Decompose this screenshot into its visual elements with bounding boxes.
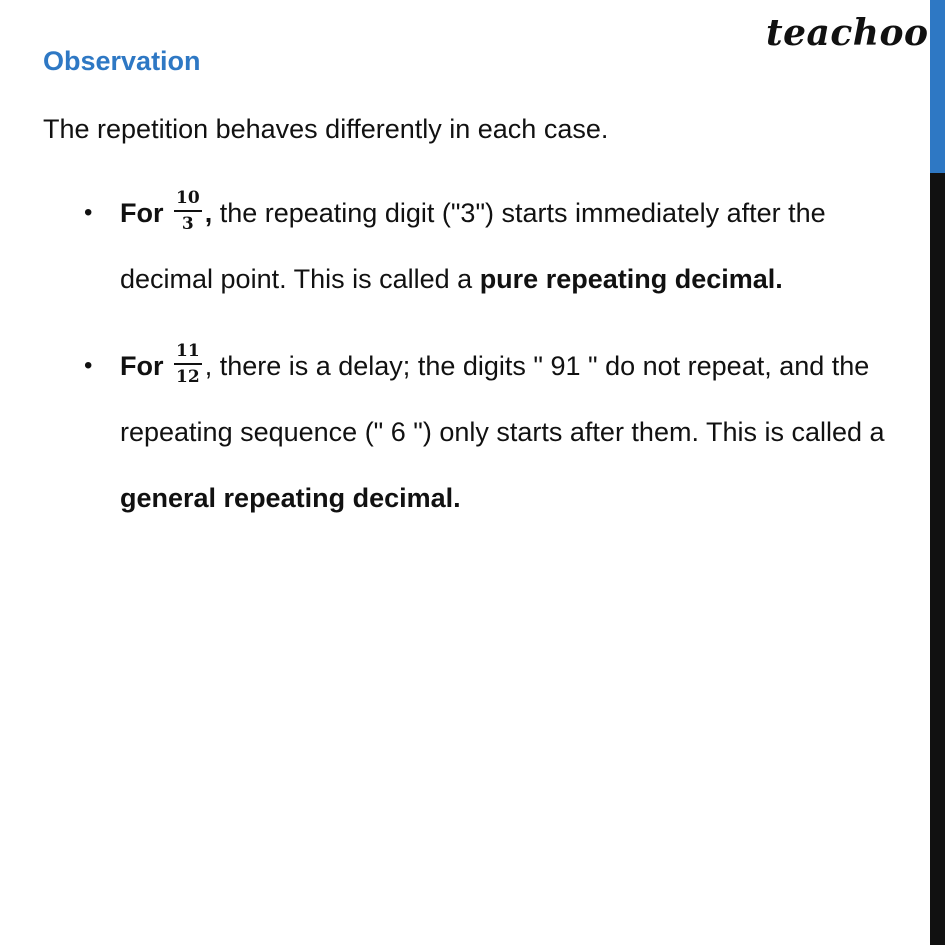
bullet-item-general-repeating (80, 333, 900, 531)
bullet-dot-icon: • (84, 352, 93, 379)
bullet-lead: For (120, 351, 164, 381)
bullet-list (80, 180, 900, 531)
intro-text: The repetition behaves differently in each case. (43, 114, 609, 144)
bullet-term: pure repeating decimal. (479, 264, 783, 294)
bullet-text: the repeating digit ("3") starts immediately after the decimal point. This is called a (120, 198, 826, 294)
fraction-denominator: 12 (176, 366, 200, 387)
side-accent-bar (930, 0, 945, 173)
fraction-denominator: 3 (181, 213, 194, 234)
fraction (174, 341, 202, 387)
bullet-term: general repeating decimal. (120, 483, 461, 513)
bullet-item-pure-repeating (80, 180, 900, 312)
bullet-dot-icon: • (84, 199, 93, 226)
bullet-lead: For (120, 198, 164, 228)
fraction-numerator: 10 (174, 188, 202, 212)
fraction-numerator: 11 (174, 341, 202, 365)
bullet-comma: , (204, 351, 213, 381)
bullet-comma: , (204, 198, 213, 228)
bullet-text: there is a delay; the digits " 91 " do not repeat, and the repeating sequence (" 6 ") only starts after them. This is called a (120, 351, 885, 447)
fraction (174, 188, 202, 234)
teachoo-logo: teachoo (766, 12, 929, 54)
section-heading: Observation (43, 46, 201, 76)
